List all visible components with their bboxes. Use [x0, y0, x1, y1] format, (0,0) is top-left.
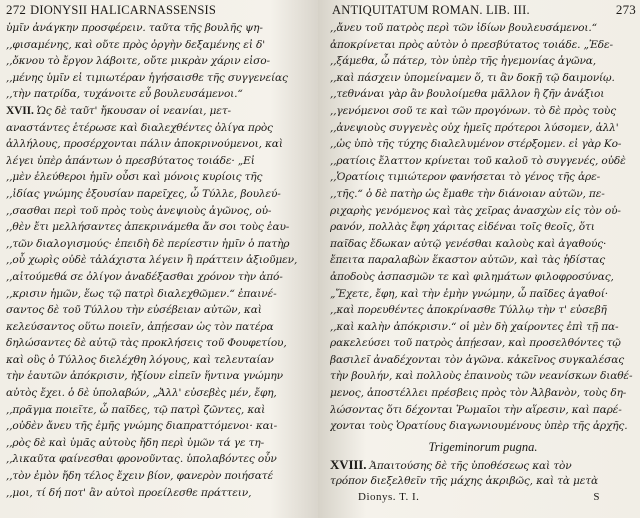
line-text: ,,Ὁρατίοις τιμιώτερον φανήσεται τὸ γένος τῆς ἀρε-	[330, 171, 601, 184]
line-text: σαντος δὲ τοῦ Τύλλου τὴν εὐσέβειαν αὐτῶν, καὶ	[6, 304, 262, 317]
line-text: ,,μένης ὑμῖν εἰ τιμιωτέραν ἡγήσαισθε τῆς συγγενείας	[6, 71, 288, 84]
left-running-head: DIONYSII HALICARNASSENSIS	[30, 3, 217, 17]
text-line	[6, 20, 310, 37]
line-text: ,,μὲν ἐλεύθεροι ἡμῖν οὖσι καὶ μόνοις κυρίοις τῆς	[6, 171, 263, 184]
text-line	[330, 86, 636, 103]
text-line	[6, 368, 310, 385]
right-page	[318, 0, 640, 518]
text-line	[6, 236, 310, 253]
line-text: ,,τῶν διαλογισμούς· ἐπειδὴ δὲ περίεστιν ἡμῖν ὁ πατὴρ	[6, 237, 290, 250]
line-text: Ἀπαιτούσης δὲ τῆς ὑποθέσεως καὶ τὸν	[369, 459, 572, 472]
line-text: ,,τεθνάναι γὰρ ἂν βουλοίμεθα μᾶλλον ἢ ζῆν ἀνάξιοι	[330, 88, 605, 101]
line-text: ,,καὶ καλὴν ἀπόκρισιν.“ οἱ μὲν δὴ χαίροντες ἐπὶ τῇ πα-	[330, 320, 619, 333]
line-text: ἔπειτα παραλαβὼν ἕκαστον αὐτῶν, καὶ τὰς ἡδίστας	[330, 254, 606, 267]
line-text: βασιλεῖ ἀναδέχονται τὸν ἀγῶνα. κἀκεῖνος συγκαλέσας	[330, 353, 624, 366]
section-subheading: Trigeminorum pugna.	[428, 439, 538, 454]
line-text: ,,ξάμεθα, ὦ πάτερ, τὸν ὑπὲρ τῆς ἡγεμονίας ἀγῶνα,	[330, 55, 596, 68]
line-text: δηλώσαντες δὲ αὐτῷ τὰς προκλήσεις τοῦ Φουφετίου,	[6, 337, 287, 350]
text-line	[330, 37, 636, 54]
text-line	[330, 418, 636, 435]
line-text: ,,λικαῦτα φαίνεσθαι φρονοῦντας. ὑπολαβόντες οὖν	[6, 453, 277, 466]
line-text: ,,πρᾶγμα ποιεῖτε, ὦ παῖδες, τῷ πατρὶ ζῶντες, καὶ	[6, 403, 266, 416]
line-text: ,,τῆς.“ ὁ δὲ πατὴρ ὡς ἔμαθε τὴν διάνοιαν αὐτῶν, πε-	[330, 187, 605, 200]
line-text: ὑμῖν ἀνάγκην προσφέρειν. ταῦτα τῆς βουλῆς ψη-	[6, 22, 263, 34]
text-line	[6, 203, 310, 220]
text-line	[6, 435, 310, 452]
text-line	[6, 136, 310, 153]
line-text: ,,τὴν πατρίδα, τυχάνοιτε εὖ βουλευσάμενοι.“	[6, 88, 243, 101]
text-line	[330, 53, 636, 70]
line-text: Ὡς δὲ ταῦτ' ἤκουσαν οἱ νεανίαι, μετ-	[36, 104, 231, 117]
text-line	[330, 203, 636, 220]
footer-signature-mark: S	[593, 491, 600, 504]
line-text: ,,καὶ πάσχειν ὑπομείναμεν ὅ, τι ἂν δοκῇ τῷ δαιμονίῳ.	[330, 71, 615, 84]
line-text: ,,θὲν ἔτι μελλήσαντες ἀπεκρινάμεθα ἄν σοι τοὺς ἑαυ-	[6, 221, 290, 234]
text-line	[330, 335, 636, 352]
text-line	[6, 335, 310, 352]
text-line	[330, 385, 636, 402]
text-line	[330, 252, 636, 269]
text-line	[6, 37, 310, 54]
text-line	[330, 153, 636, 170]
line-text: λέγει ὑπὲρ ἁπάντων ὁ πρεσβύτατος τοιάδε· „Εἰ	[6, 154, 255, 167]
line-text: ,,φισαμένης, καὶ οὔτε πρὸς ὀργὴν δεξαμένης εἰ δ'	[6, 38, 266, 51]
text-line	[330, 20, 636, 37]
line-text: παῖδας ἔδωκαν αὐτῷ γενέσθαι καλοὺς καὶ ἀγαθούς·	[330, 237, 607, 250]
text-line	[6, 86, 310, 103]
text-line	[6, 252, 310, 269]
line-text: ,,μοι, τί δή ποτ' ἂν αὐτοὶ προείλεσθε πράττειν,	[6, 486, 252, 499]
line-text: ,,ρατίοις ἔλαττον κρίνεται τοῦ καλοῦ τὸ συγγενές, οὐδὲ	[330, 154, 626, 167]
text-line	[330, 302, 636, 319]
text-line	[330, 402, 636, 419]
left-page-header	[6, 2, 310, 20]
line-text: τρόπον διεξελθεῖν τῆς μάχης ἀκριβῶς, καὶ τὰ μετὰ	[330, 475, 599, 488]
line-text: ἀποκρίνεται πρὸς αὐτὸν ὁ πρεσβύτατος τοιάδε. „Ἐδε-	[330, 38, 613, 51]
line-text: ,,ρὸς δὲ καὶ ὑμᾶς αὐτοὺς ἤδη περὶ ὑμῶν τά γε τη-	[6, 436, 265, 449]
text-line	[6, 169, 310, 186]
text-line	[6, 468, 310, 485]
chapter-number: XVII.	[6, 104, 34, 117]
line-text: ἀποδοὺς ἀσπασμῶν τε καὶ φιλημάτων φιλοφροσύνας,	[330, 270, 614, 283]
text-line	[330, 219, 636, 236]
line-text: χονται τοὺς Ὁρατίους διαγωνιουμένους ὑπὲρ τῆς ἀρχῆς.	[330, 420, 628, 433]
line-text: ,,σασθαι περὶ τοῦ πρὸς τοὺς ἀνεψιοὺς ἀγῶνος, οὐ-	[6, 204, 272, 217]
text-line	[330, 457, 636, 474]
line-text: ,,ἄνευ τοῦ πατρὸς περὶ τῶν ἰδίων βουλευσάμενοι.“	[330, 22, 597, 34]
text-line	[330, 319, 636, 336]
line-text: ,,ἰδίας γνώμης ἐξουσίαν παρεῖχες, ὦ Τύλλε, βουλεύ-	[6, 187, 281, 200]
text-line	[6, 269, 310, 286]
right-running-head: ANTIQUITATUM ROMAN. LIB. III.	[332, 3, 530, 17]
text-line	[330, 473, 636, 490]
line-text: τὴν ἑαυτῶν ἀπόκρισιν, ἠξίουν εἰπεῖν ἥντινα γνώμην	[6, 370, 283, 383]
text-line	[6, 70, 310, 87]
line-text: ρανόν, πολλὰς ἔφη χάριτας εἰδέναι τοῖς θεοῖς, ὅτι	[330, 221, 595, 234]
line-text: ,,αἰτούμεθά σε ὀλίγον ἀναδέξασθαι χρόνον τὴν ἀπό-	[6, 270, 283, 283]
chapter-number: XVIII.	[330, 456, 367, 472]
text-line	[330, 368, 636, 385]
line-text: ,,καὶ πορευθέντες ἀποκρίνασθε Τύλλῳ τὴν τ' εὐσεβῆ	[330, 304, 607, 317]
right-page-number: 273	[615, 2, 636, 17]
line-text: καὶ οὓς ὁ Τύλλος διελέχθη λόγους, καὶ τελευταίαν	[6, 353, 274, 366]
text-line	[330, 352, 636, 369]
text-line	[6, 286, 310, 303]
text-line	[6, 485, 310, 502]
line-text: ,,κρισιν ἡμῶν, ἕως τῷ πατρὶ διαλεχθῶμεν.“ ἐπαινέ-	[6, 287, 277, 300]
line-text: ,,οὐδὲν ἄνευ τῆς ἐμῆς γνώμης διαπραττόμενοι· και-	[6, 420, 278, 433]
text-line	[6, 402, 310, 419]
text-line	[330, 286, 636, 303]
text-line	[330, 236, 636, 253]
text-line	[330, 169, 636, 186]
line-text: αὐτὸς ἔχει. ὁ δὲ ὑπολαβών, „Ἀλλ' εὐσεβὲς μέν, ἔφη,	[6, 387, 277, 400]
left-page	[0, 0, 318, 518]
text-line	[6, 53, 310, 70]
line-text: αναστάντες ἑτέρωσε καὶ διαλεχθέντες ὀλίγα πρὸς	[6, 121, 273, 134]
line-text: μενος, ἀποστέλλει πρέσβεις πρὸς τὸν Ἀλβανὸν, τοὺς δη-	[330, 387, 627, 400]
text-line	[330, 136, 636, 153]
line-text: ,,τὸν ἐμὸν ἤδη τέλος ἔχειν βίον, φανερὸν ποιήσατέ	[6, 470, 274, 483]
text-line	[6, 302, 310, 319]
footer-signature-left: Dionys. T. I.	[358, 491, 420, 504]
line-text: „Ἔχετε, ἔφη, καὶ τὴν ἐμὴν γνώμην, ὦ παῖδες ἀγαθοί·	[330, 287, 608, 300]
line-text: ,,γενόμενοι σοῦ τε καὶ τῶν προγόνων. τὸ δὲ πρὸς τοὺς	[330, 104, 616, 117]
line-text: τὴν βουλήν, καὶ πολλοὺς ἐπαινοὺς τῶν νεανίσκων διαθέ-	[330, 370, 633, 383]
text-line	[6, 319, 310, 336]
text-line	[6, 103, 310, 120]
text-line	[6, 418, 310, 435]
text-line	[330, 70, 636, 87]
text-line	[330, 269, 636, 286]
line-text: ,,ὄκνου τὸ ἔργον λάβοιτε, οὔτε μικρὰν χάριν εἰσο-	[6, 55, 270, 68]
text-line	[6, 120, 310, 137]
text-line	[6, 219, 310, 236]
right-page-header	[330, 2, 636, 20]
left-page-number: 272	[6, 2, 27, 17]
text-line	[6, 186, 310, 203]
line-text: ,,ἀνεψιοὺς συγγενὲς οὐχ ἡμεῖς πρότεροι λύσομεν, ἀλλ'	[330, 121, 619, 134]
text-line	[330, 120, 636, 137]
text-line	[6, 352, 310, 369]
text-line	[6, 385, 310, 402]
line-text: ρακελεύσει τοῦ πατρὸς ἀπῄεσαν, καὶ προσελθόντες τῷ	[330, 337, 621, 350]
text-line	[330, 103, 636, 120]
line-text: ριχαρὴς γενόμενος καὶ τὰς χεῖρας ἀνασχὼν εἰς τὸν οὐ-	[330, 204, 621, 217]
left-page-body	[6, 20, 310, 501]
line-text: ,,ὡς ὑπὸ τῆς τύχης διαλελυμένον στέρξομεν. εἰ γὰρ Κο-	[330, 138, 622, 151]
line-text: κελεύσαντος οὕτω ποιεῖν, ἀπῄεσαν ὡς τὸν πατέρα	[6, 320, 274, 333]
right-page-after-heading	[330, 457, 636, 490]
right-page-body	[330, 20, 636, 435]
text-line	[6, 153, 310, 170]
line-text: λώσοντας ὅτι δέχονται Ῥωμαῖοι τὴν αἵρεσιν, καὶ παρέ-	[330, 403, 622, 416]
text-line	[6, 451, 310, 468]
text-line	[330, 186, 636, 203]
page-footer	[330, 490, 636, 504]
line-text: ἀλλήλους, προσέρχονται πάλιν ἀποκρινούμενοι, καὶ	[6, 138, 283, 151]
line-text: ,,οὗ χωρὶς οὐδὲ τἀλάχιστα λέγειν ἢ πράττειν ἀξιοῦμεν,	[6, 254, 298, 267]
